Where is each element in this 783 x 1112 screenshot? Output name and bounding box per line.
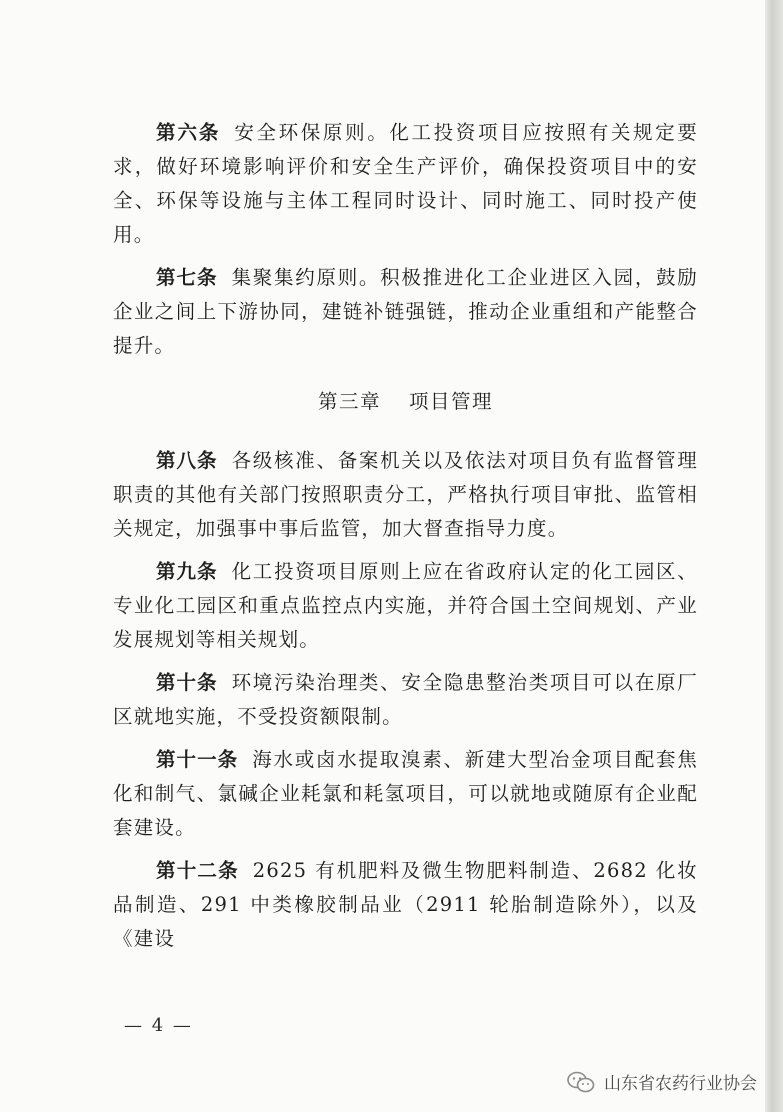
article-12 <box>113 854 698 956</box>
chapter-heading <box>113 385 698 419</box>
document-body <box>113 116 698 965</box>
article-text: 集聚集约原则。积极推进化工企业进区入园，鼓励企业之间上下游协同，建链补链强链，推动企业重组和产能整合提升。 <box>113 266 698 357</box>
wechat-icon <box>566 1070 596 1094</box>
page-edge-shadow <box>765 0 783 1112</box>
article-heading: 第十一条 <box>156 748 239 771</box>
article-text: 2625 有机肥料及微生物肥料制造、2682 化妆品制造、291 中类橡胶制品业（2911 轮胎制造除外），以及《建设 <box>113 859 698 950</box>
article-heading: 第九条 <box>156 560 218 583</box>
chapter-title: 项目管理 <box>409 390 494 413</box>
chapter-number: 第三章 <box>317 390 381 413</box>
article-6 <box>113 116 698 252</box>
article-11 <box>113 743 698 845</box>
article-heading: 第六条 <box>156 121 221 144</box>
article-heading: 第十条 <box>156 671 218 694</box>
article-heading: 第十二条 <box>156 859 239 882</box>
article-text: 各级核准、备案机关以及依法对项目负有监督管理职责的其他有关部门按照职责分工，严格执行项目审批、监管相关规定，加强事中事后监管，加大督查指导力度。 <box>113 449 698 540</box>
article-7 <box>113 261 698 363</box>
article-text: 安全环保原则。化工投资项目应按照有关规定要求，做好环境影响评价和安全生产评价，确保投资项目中的安全、环保等设施与主体工程同时设计、同时施工、同时投产使用。 <box>113 121 698 246</box>
article-text: 环境污染治理类、安全隐患整治类项目可以在原厂区就地实施，不受投资额限制。 <box>113 671 698 728</box>
article-9 <box>113 555 698 657</box>
page-number: — 4 — <box>124 1015 193 1036</box>
article-heading: 第七条 <box>156 266 218 289</box>
article-8 <box>113 444 698 546</box>
watermark-text: 山东省农药行业协会 <box>604 1074 757 1094</box>
article-heading: 第八条 <box>156 449 218 472</box>
watermark <box>566 1069 757 1094</box>
article-10 <box>113 666 698 734</box>
article-text: 化工投资项目原则上应在省政府认定的化工园区、专业化工园区和重点监控点内实施，并符合国土空间规划、产业发展规划等相关规划。 <box>113 560 698 651</box>
article-text: 海水或卤水提取溴素、新建大型冶金项目配套焦化和制气、氯碱企业耗氯和耗氢项目，可以就地或随原有企业配套建设。 <box>113 748 698 839</box>
